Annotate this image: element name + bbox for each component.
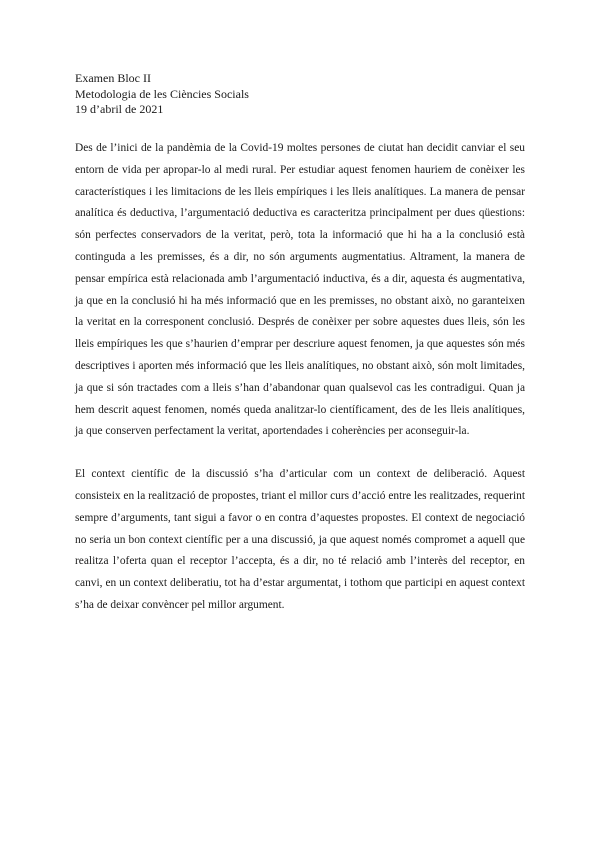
exam-date: 19 d’abril de 2021 bbox=[75, 102, 164, 116]
paragraph-1: Des de l’inici de la pandèmia de la Covid-19 moltes persones de ciutat han decidit canviar el seu entorn de vida per apropar-lo al medi rural. Per estudiar aquest fenomen hauriem de conèixer les característiques i les limitacions de les lleis empíriques i les lleis analítiques. La manera de pensar analítica és deductiva, l’argumentació deductiva es caracteritza principalment per dues qüestions: són perfectes conservadors de la veritat, però, tota la informació que hi ha a la conclusió està continguda a les premisses, és a dir, no són arguments augmentatius. Altrament, la manera de pensar empírica està relacionada amb l’argumentació inductiva, és a dir, aquesta és augmentativa, ja que en la conclusió hi ha més informació que en les premisses, no obstant això, no garanteixen la veritat en la corresponent conclusió. Després de conèixer per sobre aquestes dues lleis, són les lleis empíriques les que s’haurien d’emprar per descriure aquest fenomen, ja que aquestes són més descriptives i aporten més informació que les lleis analítiques, no obstant això, són molt limitades, ja que si són tractades com a lleis s’han d’abandonar quan qualsevol cas les contradigui. Quan ja hem descrit aquest fenomen, només queda analitzar-lo científicament, des de les lleis analítiques, ja que conserven perfectament la veritat, aportendades i coherències per aconseguir-la. bbox=[75, 142, 525, 438]
document-body bbox=[75, 138, 525, 617]
document-header bbox=[75, 71, 535, 118]
exam-title: Examen Bloc II bbox=[75, 71, 151, 85]
paragraph-2: El context científic de la discussió s’ha d’articular com un context de deliberació. Aquest consisteix en la realització de propostes, triant el millor curs d’acció entre les realitzades, requerint sempre d’arguments, tant sigui a favor o en contra d’aquestes propostes. El context de negociació no seria un bon context científic per a una discussió, ja que aquest només compromet a aquell que realitza l’oferta quan el receptor l’accepta, és a dir, no té relació amb l’interès del receptor, en canvi, en un context deliberatiu, tot ha d’estar argumentat, i tothom que participi en aquest context s’ha de deixar convèncer pel millor argument. bbox=[75, 468, 525, 611]
course-name: Metodologia de les Ciències Socials bbox=[75, 86, 249, 101]
